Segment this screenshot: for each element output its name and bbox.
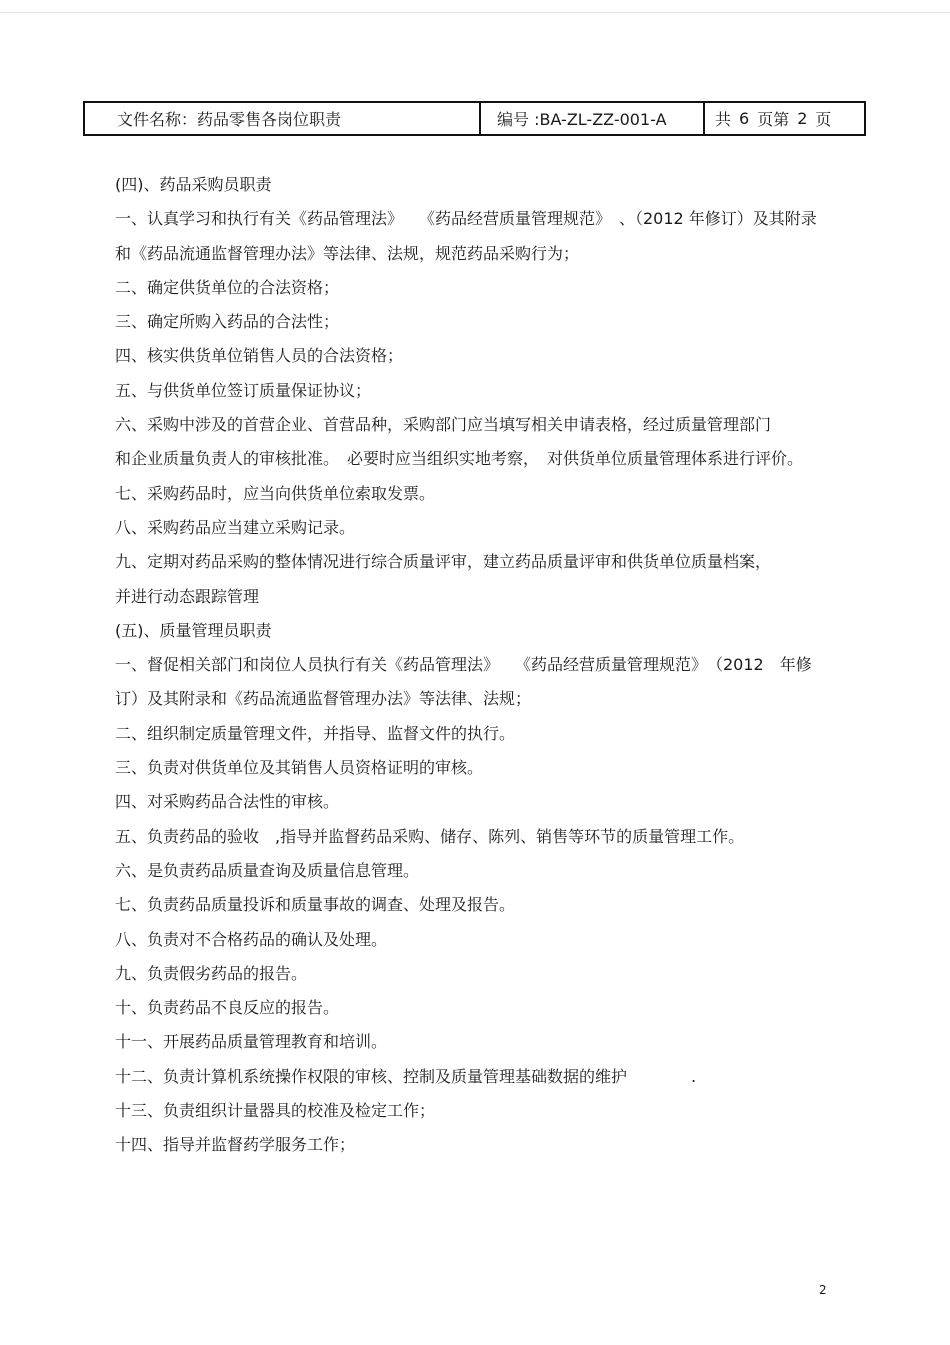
page-suffix: 页 [815,110,832,129]
body-line: 十、负责药品不良反应的报告。 [115,998,340,1018]
body-line: 二、确定供货单位的合法资格； [115,277,340,297]
document-code-cell [481,103,705,134]
page-middle: 页第 [757,110,790,129]
total-pages: 6 [739,109,750,128]
page-number: 2 [819,1283,827,1297]
body-line: 并进行动态跟踪管理 [115,586,260,606]
current-page: 2 [797,109,808,128]
body-line: 六、是负责药品质量查询及质量信息管理。 [115,860,420,880]
body-line: 十二、负责计算机系统操作权限的审核、控制及质量管理基础数据的维护 . [115,1066,697,1086]
body-line: 十三、负责组织计量器具的校准及检定工作； [115,1101,436,1121]
body-line: 十四、指导并监督药学服务工作； [115,1135,356,1155]
body-line: 七、采购药品时，应当向供货单位索取发票。 [115,483,436,503]
body-line: 和企业质量负责人的审核批准。 必要时应当组织实地考察， 对供货单位质量管理体系进行评价。 [115,449,804,469]
body-line: 十一、开展药品质量管理教育和培训。 [115,1032,388,1052]
page-count-cell [705,103,864,134]
body-line: 四、核实供货单位销售人员的合法资格； [115,346,404,366]
body-line: 四、对采购药品合法性的审核。 [115,792,340,812]
body-line: 八、采购药品应当建立采购记录。 [115,517,356,537]
body-line: 二、组织制定质量管理文件，并指导、监督文件的执行。 [115,723,516,743]
body-line: 七、负责药品质量投诉和质量事故的调查、处理及报告。 [115,895,516,915]
body-line: 一、认真学习和执行有关《药品管理法》 《药品经营质量管理规范》 、（2012 年修订）及其附录 [115,209,817,229]
body-line: 三、负责对供货单位及其销售人员资格证明的审核。 [115,758,484,778]
body-line: 九、负责假劣药品的报告。 [115,963,308,983]
body-line: 订）及其附录和《药品流通监督管理办法》等法律、法规； [115,689,532,709]
body-line: 八、负责对不合格药品的确认及处理。 [115,929,388,949]
body-line: 和《药品流通监督管理办法》等法律、法规，规范药品采购行为； [115,243,580,263]
body-line: 六、采购中涉及的首营企业、首营品种，采购部门应当填写相关申请表格，经过质量管理部门 [115,415,772,435]
document-body [115,168,935,1163]
body-line: 九、定期对药品采购的整体情况进行综合质量评审，建立药品质量评审和供货单位质量档案， [115,552,772,572]
top-divider [0,12,950,13]
body-line: 五、与供货单位签订质量保证协议； [115,380,372,400]
page-prefix: 共 [715,110,732,129]
body-line: 五、负责药品的验收 ,指导并监督药品采购、储存、陈列、销售等环节的质量管理工作。 [115,826,745,846]
section-title-quality-manager: (五)、质量管理员职责 [115,620,272,640]
body-line: 一、督促相关部门和岗位人员执行有关《药品管理法》 《药品经营质量管理规范》 （2012 年修 [115,655,812,675]
document-header-table [83,101,866,136]
section-title-purchaser: (四)、药品采购员职责 [115,175,272,194]
file-name: 文件名称：药品零售各岗位职责 [117,110,342,129]
body-line: 三、确定所购入药品的合法性； [115,312,340,332]
document-code: 编号 :BA-ZL-ZZ-001-A [497,110,667,129]
file-name-cell [85,103,481,134]
